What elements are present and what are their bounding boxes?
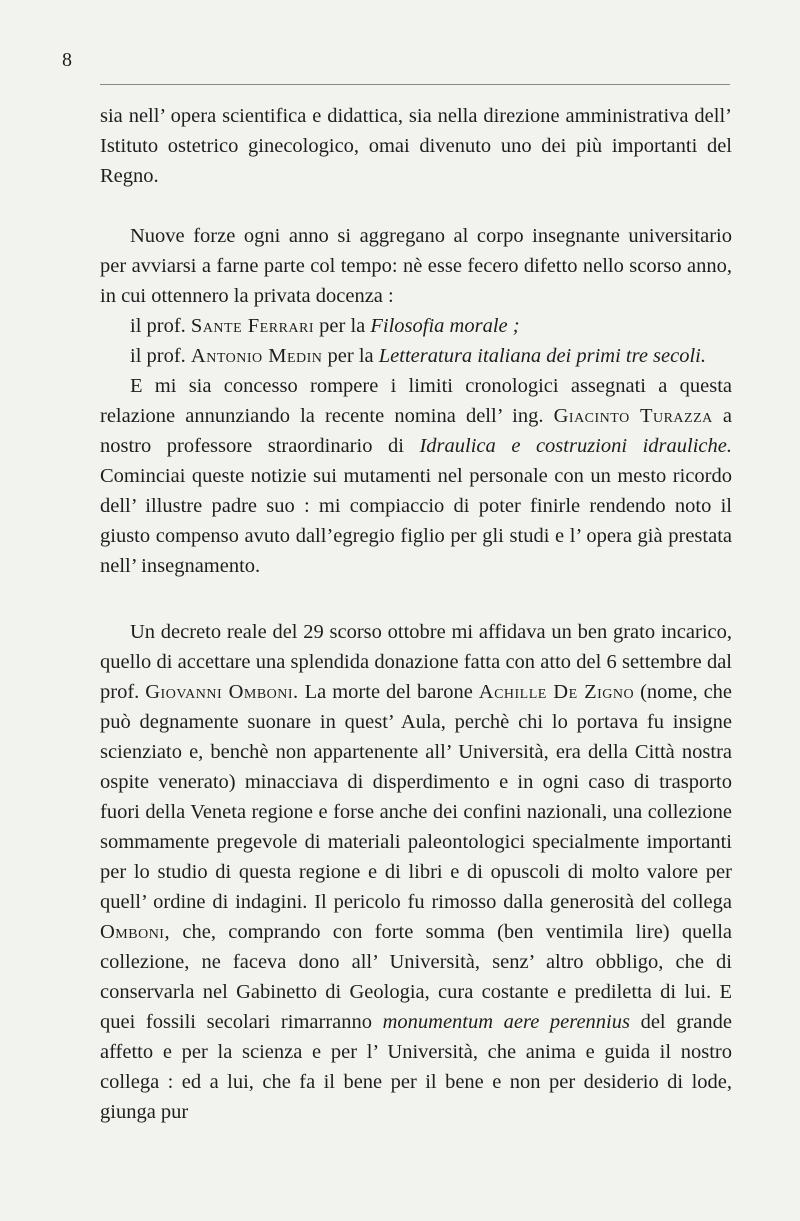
text: (nome, che può degnamente suonare in quest’ Aula, perchè chi lo portava fu insigne scienziato e, benchè non appartenente all’ Università, era della Città nostra ospite venerato) minacciava di disperdimento e in ogni caso di trasporto fuori della Veneta regione e forse anche dei confini nazionali, una collezione sommamente pregevole di materiali paleontologici specialmente importanti per lo studio di questa regione e di libri e di opuscoli di molto valore per quell’ ordine di indagini. Il pericolo fu rimosso dalla generosità del collega [100, 681, 733, 913]
person-name: Giacinto Turazza [553, 405, 713, 427]
text: che, comprando con forte somma (ben ventimila lire) quella collezione, ne faceva dono all’ Università, senz’ altro obbligo, che di conservarla nel Gabinetto di Geologia, cura costante e prediletta di lui. E quei fossili secolari rimarranno [100, 921, 733, 1033]
text: del grande affetto e per la scienza e per l’ Università, che anima e guida il nostro collega : ed a lui, che fa il bene per il bene e non per desiderio di lode, giunga pur [100, 1011, 732, 1123]
header-rule [100, 84, 730, 85]
person-name: Omboni, [100, 921, 171, 943]
paragraph-3 [100, 311, 732, 341]
person-name: Antonio Medin [190, 345, 323, 367]
text: per la [319, 315, 366, 337]
latin-quote: monumentum aere perennius [382, 1011, 630, 1033]
paragraph-1: sia nell’ opera scientifica e didattica, sia nella direzione amministrativa dell’ Istituto ostetrico ginecologico, omai divenuto uno dei più importanti del Regno. [100, 105, 732, 187]
body-text [100, 101, 732, 1127]
text: a nostro professore straordinario di [100, 405, 733, 457]
paragraph-2: Nuove forze ogni anno si aggregano al corpo insegnante universitario per avviarsi a farne parte col tempo: nè esse fecero difetto nello scorso anno, in cui ottennero la privata docenza : [100, 225, 732, 307]
person-name: Giovanni Omboni. [145, 681, 299, 703]
subject-title: Letteratura italiana dei primi tre secoli. [378, 345, 707, 367]
page-number: 8 [62, 49, 72, 71]
paragraph-5 [100, 371, 732, 581]
text: Cominciai queste notizie sui mutamenti nel personale con un mesto ricordo dell’ illustre padre suo : mi compiaccio di poter finirle rendendo noto il giusto compenso avuto dall’egregio figlio per gli studi e l’ opera già prestata nell’ insegnamento. [100, 465, 732, 577]
text: E mi sia concesso rompere i limiti cronologici assegnati a questa relazione annunziando la recente nomina dell’ ing. [100, 375, 732, 427]
text: La morte del barone [304, 681, 473, 703]
text: Un decreto reale del 29 scorso ottobre mi affidava un ben grato incarico, quello di accettare una splendida donazione fatta con atto del 6 settembre dal prof. [100, 621, 732, 703]
subject-title: Idraulica e costruzioni idrauliche. [419, 435, 732, 457]
text: per la [327, 345, 374, 367]
paragraph-4 [100, 341, 732, 371]
subject-title: Filosofia morale ; [370, 315, 520, 337]
paragraph-6 [100, 617, 732, 1127]
text: il prof. [130, 315, 186, 337]
person-name: Sante Ferrari [190, 315, 315, 337]
text: il prof. [130, 345, 186, 367]
person-name: Achille De Zigno [478, 681, 635, 703]
